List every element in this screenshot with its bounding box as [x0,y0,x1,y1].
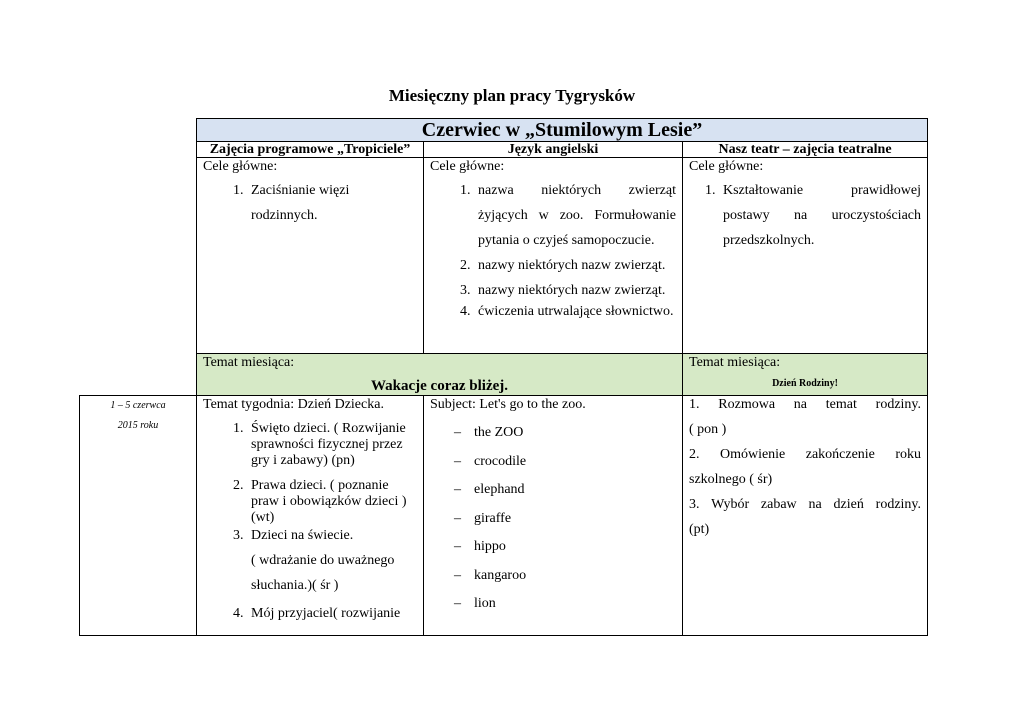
vocab-item: – giraffe [454,505,676,534]
month-topic-cell [197,354,683,396]
goal-item: 4. ćwiczenia utrwalające słownictwo. [474,303,676,320]
blank-cell [80,158,197,354]
blank-cell [80,142,197,158]
column-header-theatre: Nasz teatr – zajęcia teatralne [683,142,928,158]
goals-cell-english [424,158,683,354]
vocab-item: – crocodile [454,448,676,477]
month-topic-main: Wakacje coraz bliżej. [370,378,509,394]
week-theatre-cell [683,396,928,636]
week-item: 1. Święto dzieci. ( Rozwijanie sprawności fizycznej przez gry i zabawy) (pn) [247,421,417,469]
week-dates-cell [80,396,197,636]
month-title: Czerwiec w „Stumilowym Lesie” [197,119,928,142]
vocab-item: – kangaroo [454,562,676,591]
week-topic-heading: Temat tygodnia: Dzień Dziecka. [203,397,384,412]
theatre-line: ( pon ) [689,422,727,437]
month-topic-label: Temat miesiąca: [203,355,295,370]
vocab-item: – the ZOO [454,419,676,448]
week-english-cell [424,396,683,636]
theatre-line: 3. Wybór zabaw na dzień rodziny. [689,497,922,512]
column-header-program: Zajęcia programowe „Tropiciele” [197,142,424,158]
goal-item: 1. nazwa niektórych zwierząt żyjących w zoo. Formułowanie pytania o czyjeś samopoczucie. [474,178,676,253]
goals-label: Cele główne: [430,159,505,174]
goal-item: 1. Zaciśnianie więzi rodzinnych. [247,178,417,228]
goals-cell-program [197,158,424,354]
theatre-line: szkolnego ( śr) [689,472,773,487]
plan-table [79,118,928,636]
english-subject: Subject: Let's go to the zoo. [430,397,586,412]
week-item: 4. Mój przyjaciel( rozwijanie [247,606,417,622]
page-title: Miesięczny plan pracy Tygrysków [388,86,636,105]
vocab-item: – elephand [454,476,676,505]
theatre-line: (pt) [689,522,710,537]
blank-cell [80,354,197,396]
week-item: 2. Prawa dzieci. ( poznanie praw i obowiązków dzieci ) (wt) [247,478,417,526]
vocab-item: – hippo [454,533,676,562]
goals-label: Cele główne: [689,159,764,174]
goal-item: 1. Kształtowanie prawidłowej postawy na uroczystościach przedszkolnych. [719,178,921,253]
week-program-cell [197,396,424,636]
theatre-line: 1. Rozmowa na temat rodziny. [689,397,922,412]
blank-cell [80,119,197,142]
column-header-english: Język angielski [424,142,683,158]
week-item: 3. Dzieci na świecie. ( wdrażanie do uważnego słuchania.)( śr ) [247,528,417,598]
goals-cell-theatre [683,158,928,354]
month-topic-label: Temat miesiąca: [689,355,781,370]
theatre-topic-cell [683,354,928,396]
goal-item: 3. nazwy niektórych nazw zwierząt. [474,278,676,303]
theatre-line: 2. Omówienie zakończenie roku [689,447,922,462]
goals-label: Cele główne: [203,159,278,174]
theatre-topic: Dzień Rodziny! [772,378,838,389]
vocab-item: – lion [454,590,676,619]
week-dates: 1 – 5 czerwca 2015 roku [110,400,166,431]
goal-item: 2. nazwy niektórych nazw zwierząt. [474,253,676,278]
